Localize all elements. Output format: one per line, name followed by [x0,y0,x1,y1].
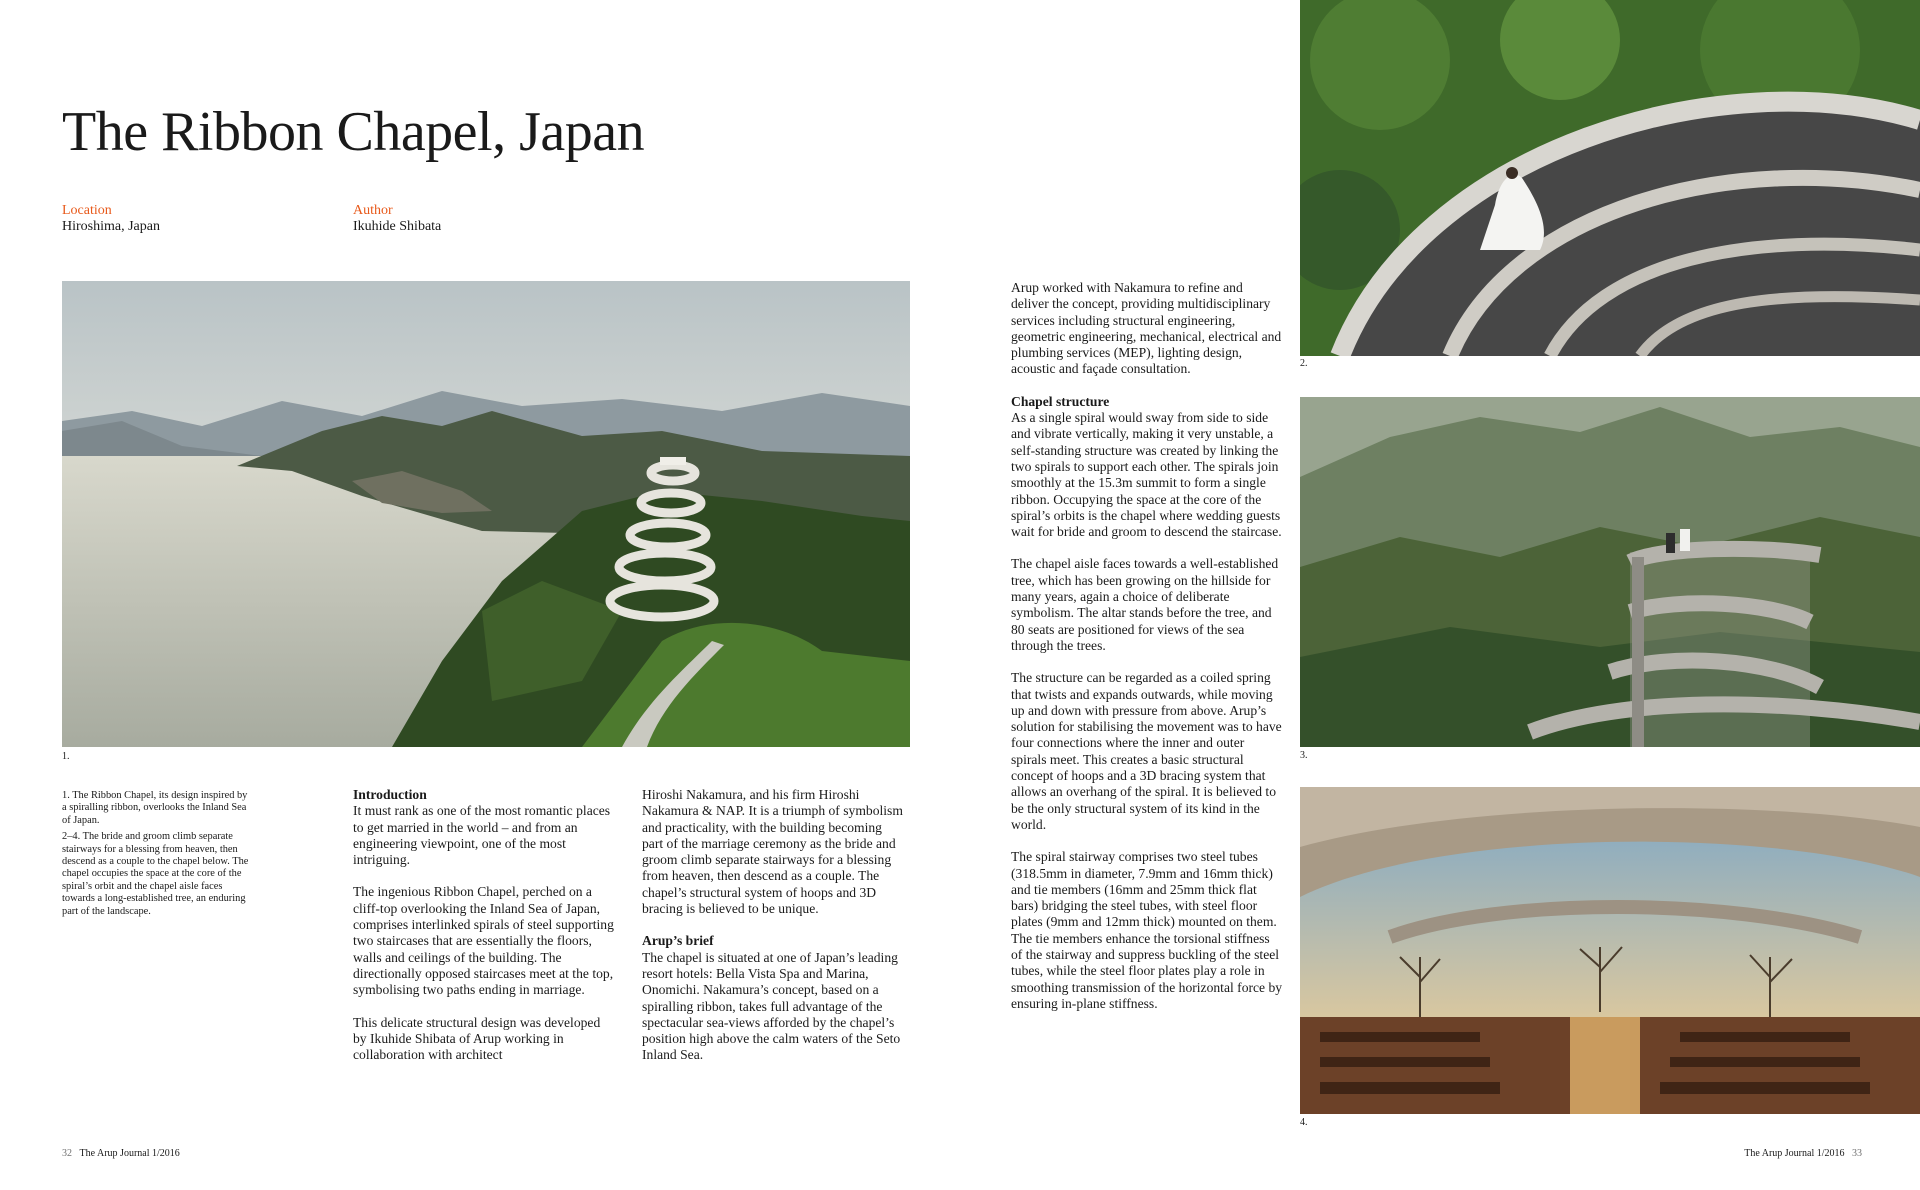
paragraph: This delicate structural design was developed by Ikuhide Shibata of Arup working in collaboration with architect [353,1014,601,1063]
body-column-2 [642,787,904,1080]
figure-4-number: 4. [1300,1117,1308,1128]
caption-1: 1. The Ribbon Chapel, its design inspired by a spiralling ribbon, overlooks the Inland Sea of Japan. [62,790,248,826]
paragraph: The chapel is situated at one of Japan’s leading resort hotels: Bella Vista Spa and Marina, Onomichi. Nakamura’s concept, based on a spiralling ribbon, takes full advantage of the spectacular sea-views afforded by the chapel’s position high above the calm waters of the Seto Inland Sea. [642,949,901,1063]
paragraph: As a single spiral would sway from side to side and vibrate vertically, making it very unstable, a self-standing structure was created by linking the two spirals to support each other. The spirals join smoothly at the 15.3m summit to form a single ribbon. Occupying the space at the core of the spiral’s orbits is the chapel where wedding guests wait for bride and groom to descend the staircase. [1011,410,1282,540]
paragraph: The ingenious Ribbon Chapel, perched on a cliff-top overlooking the Inland Sea of Japan, comprises interlinked spirals of steel supporting two staircases that are essentially the floors, walls and ceilings of the building. The directionally opposed staircases meet at the top, symbolising two paths ending in marriage. [353,884,614,998]
journal-name-right: The Arup Journal 1/2016 [1744,1148,1845,1159]
page-number-right: 33 [1852,1148,1862,1159]
figure-3-number: 3. [1300,750,1308,761]
figure-2-photo [1300,0,1920,356]
figure-4-photo [1300,787,1920,1114]
captions [62,790,252,922]
introduction-heading: Introduction [353,787,427,802]
page-number-left: 32 [62,1148,72,1159]
body-column-3 [1011,280,1283,1028]
body-column-1 [353,787,615,1079]
chapel-structure-heading: Chapel structure [1011,393,1110,409]
location-value: Hiroshima, Japan [62,219,160,234]
paragraph: The spiral stairway comprises two steel tubes (318.5mm in diameter, 7.9mm and 16mm thick) and tie members (16mm and 25mm thick flat bars) bridging the steel tubes, with steel floor plates (9mm and 12mm thick) mounted on them. The tie members enhance the torsional stiffness of the stairway and suppress buckling of the steel tubes, while the steel floor plates play a role in smoothing transmission of the horizontal force by ensuring in-plane stiffness. [1011,849,1283,1011]
figure-1-photo [62,281,910,747]
location-label: Location [62,203,112,218]
arups-brief-heading: Arup’s brief [642,933,714,949]
paragraph: The structure can be regarded as a coiled spring that twists and expands outwards, while moving up and down with pressure from above. Arup’s solution for stabilising the movement was to have four connections where the inner and outer spirals meet. This creates a basic structural concept of hoops and a 3D bracing system that allows an overhang of the spiral. It is believed to be the only structural system of its kind in the world. [1011,670,1282,832]
folio-left [62,1148,180,1160]
caption-2: 2–4. The bride and groom climb separate stairways for a blessing from heaven, then descend as a couple to the chapel below. The chapel occupies the space at the core of the spiral’s orbit and the chapel aisle faces towards a long-established tree, an enduring part of the landscape. [62,831,249,917]
paragraph: Hiroshi Nakamura, and his firm Hiroshi Nakamura & NAP. It is a triumph of symbolism and practicality, with the building becoming part of the marriage ceremony as the bride and groom climb separate stairways for a blessing from heaven, then descend as a couple. The chapel’s structural system of hoops and 3D bracing is believed to be unique. [642,787,903,917]
journal-name-left: The Arup Journal 1/2016 [79,1148,180,1159]
author-label: Author [353,203,393,218]
author-value: Ikuhide Shibata [353,219,442,234]
paragraph: The chapel aisle faces towards a well-established tree, which has been growing on the hillside for many years, again a choice of deliberate symbolism. The altar stands before the tree, and 80 seats are positioned for views of the sea through the trees. [1011,556,1279,653]
figure-3-photo [1300,397,1920,747]
article-title: The Ribbon Chapel, Japan [62,101,645,163]
figure-2-number: 2. [1300,358,1308,369]
folio-right [1744,1148,1862,1160]
paragraph: It must rank as one of the most romantic places to get married in the world – and from an engineering viewpoint, one of the most intriguing. [353,803,611,868]
figure-1-number: 1. [62,751,70,762]
paragraph: Arup worked with Nakamura to refine and deliver the concept, providing multidisciplinary services including structural engineering, geometric engineering, mechanical, electrical and plumbing services (MEP), lighting design, acoustic and façade consultation. [1011,280,1282,377]
